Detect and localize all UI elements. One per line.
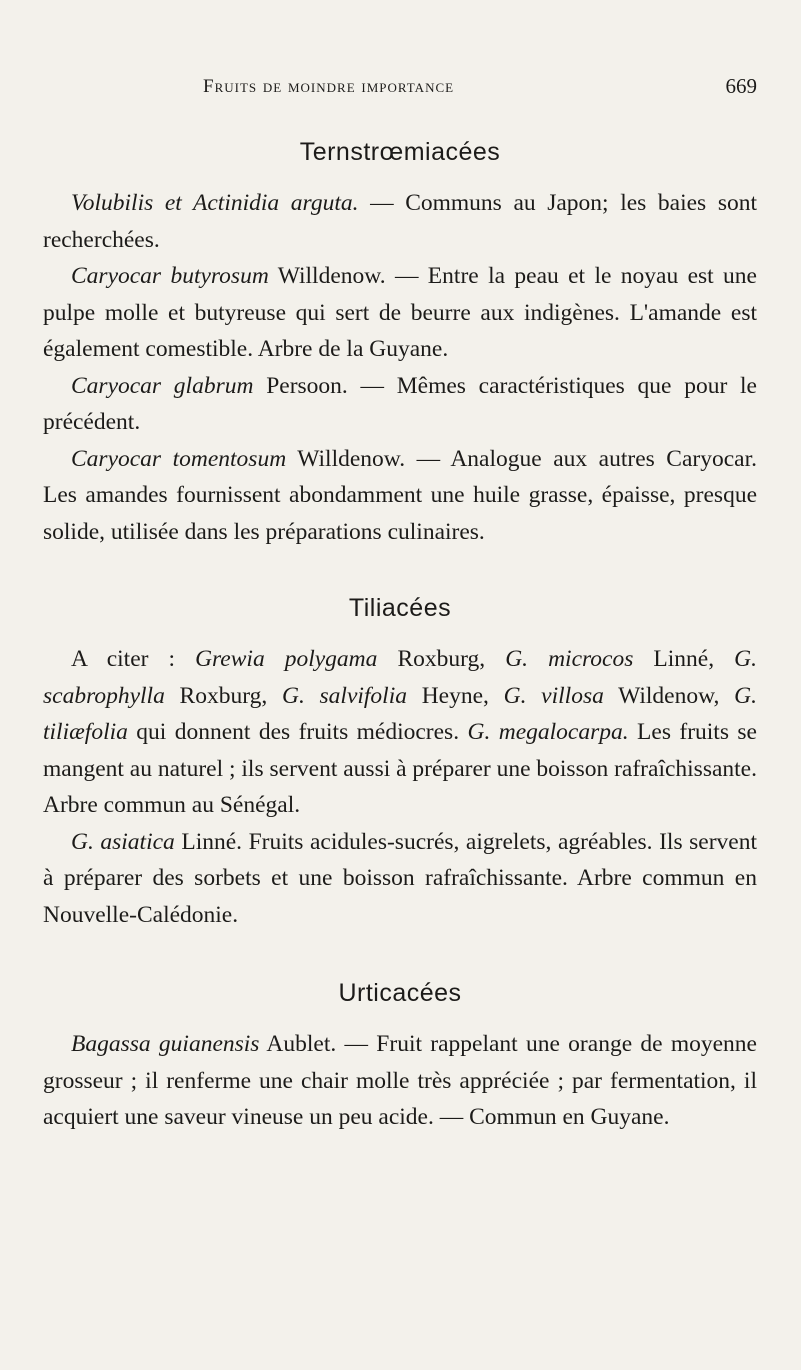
entry-text: Heyne, <box>407 682 504 709</box>
species-name: G. villosa <box>503 682 604 709</box>
species-name: G. salvifolia <box>281 682 407 709</box>
entry-bagassa-guianensis <box>43 1026 757 1136</box>
entry-caryocar-tomentosum <box>43 441 757 551</box>
section-heading-urticacees: Urticacées <box>338 979 462 1007</box>
entry-caryocar-glabrum <box>43 368 757 441</box>
running-head <box>43 72 757 112</box>
entry-text: qui donnent des fruits médiocres. <box>127 719 468 745</box>
species-name: G. microcos <box>505 646 634 672</box>
entry-text: — Communs au Japon; les baies sont recherchées. <box>43 190 757 253</box>
entry-volubilis <box>43 185 757 258</box>
page-number: 669 <box>725 74 757 98</box>
entry-grewia <box>43 641 757 824</box>
entry-text: Willdenow. — Entre la peau et le noyau est une pulpe molle et butyreuse qui sert de beurre aux indigènes. L'amande est également comestible. Arbre de la Guyane. <box>43 263 757 362</box>
species-name: G. scabrophylla <box>43 646 757 709</box>
entry-text: Persoon. — Mêmes caractéristiques que pour le précédent. <box>43 372 757 435</box>
species-name: Caryocar tomentosum <box>71 445 287 472</box>
species-name: G. asiatica <box>71 828 175 855</box>
entry-text: Roxburg, <box>164 682 282 709</box>
species-name: G. megalocarpa. <box>467 719 629 745</box>
species-name: Bagassa guianensis <box>71 1031 260 1057</box>
section-heading-ternstroemiacees: Ternstrœmiacées <box>299 138 501 166</box>
entry-text: Roxburg, <box>377 646 506 672</box>
entry-text: Linné. Fruits acidules-sucrés, aigrelets, agréables. Ils servent à préparer des sorbets et une boisson rafraîchissante. Arbre commun en Nouvelle-Calédonie. <box>43 828 757 928</box>
entry-text: Les fruits se mangent au naturel ; ils servent aussi à préparer une boisson rafraîchissante. Arbre commun au Sénégal. <box>43 719 757 818</box>
section-heading-tiliacees: Tiliacées <box>348 594 452 622</box>
species-name: Caryocar glabrum <box>71 372 254 399</box>
entry-text: Aublet. — Fruit rappelant une orange de moyenne grosseur ; il renferme une chair molle très appréciée ; par fermentation, il acquiert une saveur vineuse un peu acide. — Commun en Guyane. <box>43 1031 757 1130</box>
running-head-title: Fruits de moindre importance <box>203 76 455 97</box>
species-name: Caryocar butyrosum <box>71 263 269 289</box>
entry-caryocar-butyrosum <box>43 258 757 368</box>
species-name: Volubilis et Actinidia arguta. <box>71 190 359 216</box>
entry-text: A citer : <box>71 646 196 672</box>
entry-text: Wildenow, <box>603 682 735 709</box>
entry-text: Willdenow. — Analogue aux autres Caryocar. Les amandes fournissent abondamment une huile grasse, épaisse, presque solide, utilisée dans les préparations culinaires. <box>43 445 757 545</box>
species-name: Grewia polygama <box>195 646 378 672</box>
entry-grewia-asiatica <box>43 824 757 934</box>
entry-text: Linné, <box>633 646 735 672</box>
species-name: G. tiliæfolia <box>43 682 757 745</box>
